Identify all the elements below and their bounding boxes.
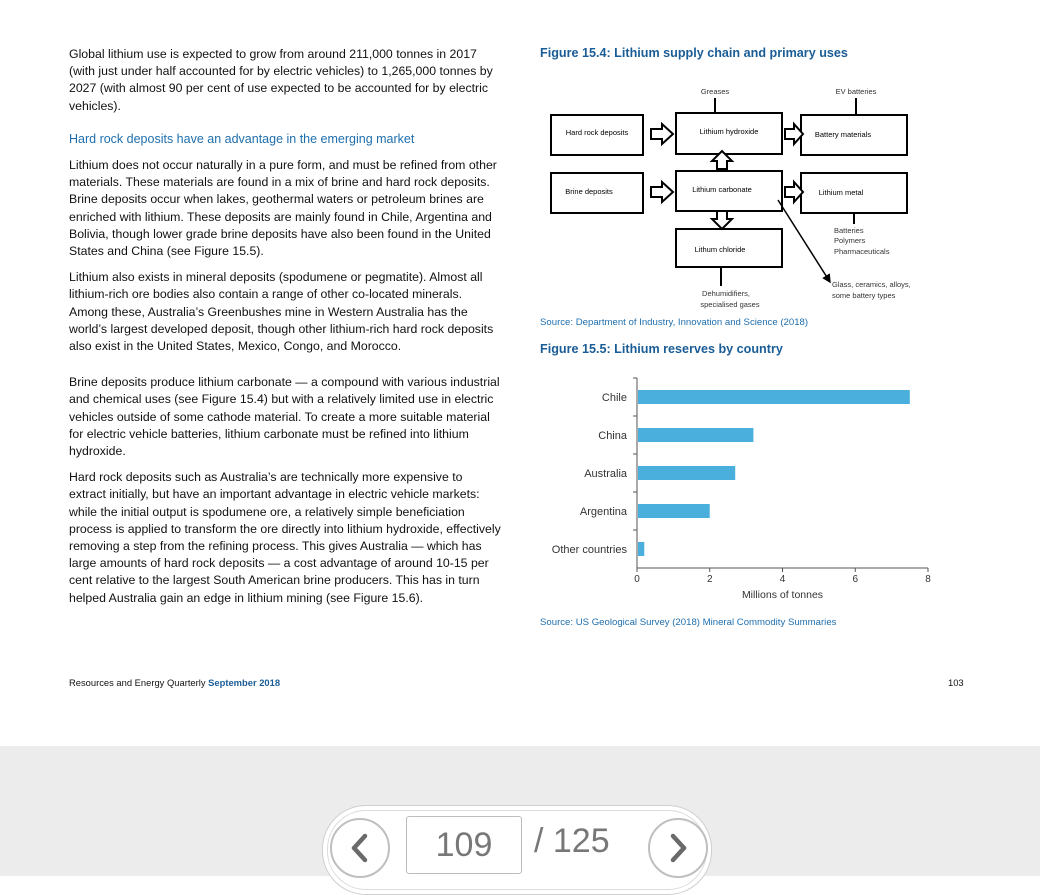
svg-text:Lithium hydroxide: Lithium hydroxide — [699, 127, 759, 136]
chevron-left-icon — [348, 832, 372, 864]
svg-text:Lithum chloride: Lithum chloride — [694, 245, 746, 254]
figure-15-4-source: Source: Department of Industry, Innovation and Science (2018) — [540, 317, 809, 328]
bar — [638, 542, 644, 556]
figure-15-5-title: Figure 15.5: Lithium reserves by country — [540, 342, 783, 356]
footer-page-number: 103 — [948, 677, 964, 688]
x-tick-label: 8 — [925, 574, 931, 585]
x-tick-label: 4 — [779, 574, 786, 585]
paragraph-lithium-use: Global lithium use is expected to grow from around 211,000 tonnes in 2017 (with just under half accounted for by electric vehicles) to 1,265,000 tonnes by 2027 (with almost 90 per cent of use expected to be accounted for by electric vehicles). — [69, 47, 493, 113]
next-page-button[interactable] — [648, 818, 708, 878]
battery-materials-box — [801, 115, 907, 155]
svg-text:Brine deposits: Brine deposits — [565, 187, 613, 196]
section-subheading: Hard rock deposits have an advantage in the emerging market — [69, 131, 415, 146]
lithium-chloride-box — [676, 229, 782, 267]
ev-batteries-label: EV batteries — [835, 87, 877, 96]
category-label: Chile — [601, 392, 627, 404]
lithium-carbonate-box — [676, 171, 782, 211]
page-number-input[interactable]: 109 — [406, 816, 522, 874]
bar — [638, 504, 710, 518]
svg-text:Battery materials: Battery materials — [814, 130, 872, 139]
greases-label: Greases — [700, 87, 730, 96]
total-pages: / 125 — [534, 822, 610, 860]
paragraph-mineral-deposits: Lithium also exists in mineral deposits (spodumene or pegmatite). Almost all lithium-rich ore bodies also contain a range of other co-located minerals. Among these, Australia’s Greenbushes mine in Western Australia has the world’s largest developed deposit, though other lithium-rich hard rock deposits also exist in the United States, Mexico, Congo, and Morocco. — [69, 270, 494, 354]
brine-box — [551, 173, 643, 213]
svg-text:Lithium metal: Lithium metal — [818, 188, 864, 197]
bar — [638, 466, 735, 480]
svg-text:Lithium carbonate: Lithium carbonate — [692, 185, 752, 194]
previous-page-button[interactable] — [330, 818, 390, 878]
paragraph-hard-rock-advantage: Hard rock deposits such as Australia’s are technically more expensive to extract initially, but have an important advantage in electric vehicle markets: while the initial output is spodumene ore, a relatively simple beneficiation process is applied to transform the ore directly into lithium hydroxide, effectively removing a step from the refining process. This gives Australia — which has large amounts of hard rock deposits — a cost advantage of around 10-15 per cent relative to the largest South American brine producers. This has in turn helped Australia gain an edge in lithium mining (see Figure 15.6). — [69, 470, 501, 605]
metal-uses-3: Pharmaceuticals — [834, 247, 890, 256]
reserves-bar-chart — [540, 372, 940, 608]
x-tick-label: 2 — [706, 574, 713, 585]
chevron-right-icon — [666, 832, 690, 864]
chloride-uses-1: Dehumidifiers, — [702, 289, 750, 298]
lithium-metal-box — [801, 173, 907, 213]
carbonate-uses-1: Glass, ceramics, alloys, — [832, 280, 911, 289]
category-label: Australia — [584, 468, 627, 480]
supply-chain-diagram — [540, 82, 940, 314]
lithium-hydroxide-box — [676, 113, 782, 154]
chloride-uses-2: specialised gases — [700, 300, 760, 309]
publication-issue: September 2018 — [208, 677, 281, 688]
svg-text:Hard rock deposits: Hard rock deposits — [565, 128, 629, 137]
publication-name: Resources and Energy Quarterly — [69, 677, 206, 688]
figure-15-5-source: Source: US Geological Survey (2018) Mineral Commodity Summaries — [540, 617, 837, 628]
category-label: Argentina — [579, 506, 627, 518]
paragraph-brine-deposits: Brine deposits produce lithium carbonate — a compound with various industrial and chemical uses (see Figure 15.4) but with a relatively limited use in electric vehicles outside of some cathode material. To create a more suitable material for electric vehicle batteries, lithium carbonate must be refined into lithium hydroxide. — [69, 375, 500, 459]
bar — [638, 428, 753, 442]
metal-uses-2: Polymers — [834, 236, 866, 245]
hard-rock-box — [551, 115, 643, 155]
metal-uses-1: Batteries — [834, 226, 864, 235]
figure-15-4-title: Figure 15.4: Lithium supply chain and primary uses — [540, 46, 848, 60]
category-label: Other countries — [551, 544, 627, 556]
carbonate-uses-2: some battery types — [832, 291, 896, 300]
bar — [638, 390, 910, 404]
x-tick-label: 6 — [852, 574, 859, 585]
x-tick-label: 0 — [634, 574, 640, 585]
x-axis-title: Millions of tonnes — [741, 589, 824, 601]
footer-publication — [69, 677, 280, 688]
category-label: China — [598, 430, 627, 442]
body-text-column — [69, 46, 501, 616]
paragraph-lithium-refining: Lithium does not occur naturally in a pure form, and must be refined from other materials. These materials are found in a mix of brine and hard rock deposits. Brine deposits occur when lakes, geothermal waters or petroleum brines are enriched with lithium. These deposits are mainly found in Chile, Argentina and Bolivia, though lower grade brine deposits have also been found in the United States and China (see Figure 15.5). — [69, 158, 497, 259]
